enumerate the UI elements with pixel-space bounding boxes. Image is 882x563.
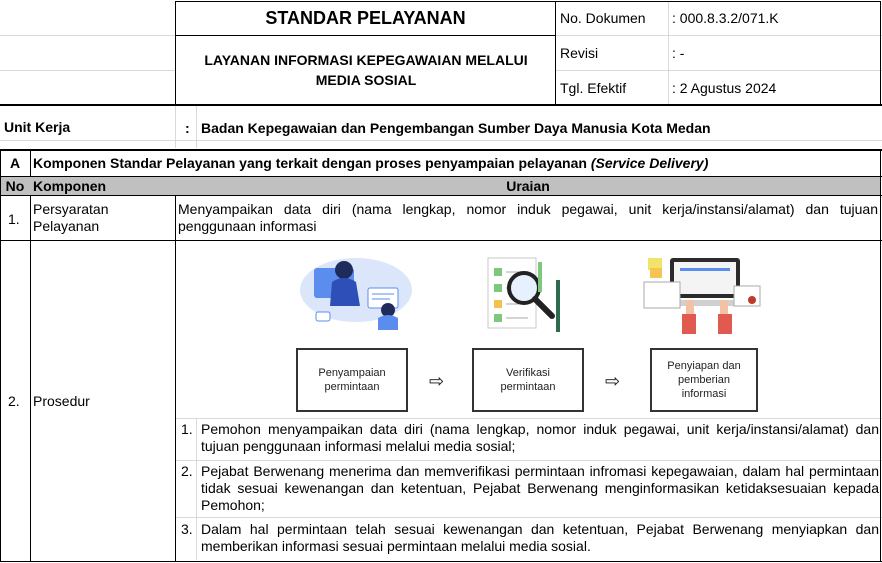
row-2-number: 2. [8, 393, 20, 409]
grid-line [0, 70, 175, 71]
row-2-component: Prosedur [33, 393, 90, 409]
verification-illustration [482, 252, 568, 338]
grid-line [556, 35, 882, 36]
document-title: STANDAR PELAYANAN [265, 8, 466, 28]
row-1-description: Menyampaikan data diri (nama lengkap, nomor induk pegawai, unit kerja/instansi/alamat) dan tujuan penggunaan informasi [178, 201, 878, 234]
grid-line [0, 35, 175, 36]
flow-step-request [296, 348, 408, 412]
revision-label: Revisi [560, 45, 599, 61]
grid-line [176, 460, 882, 461]
header-divider [555, 1, 556, 105]
grid-line [176, 418, 882, 419]
section-title [33, 155, 708, 172]
grid-line [668, 1, 669, 104]
table-left-border [0, 149, 1, 561]
header-bottom-border [0, 104, 882, 106]
col-header-component: Komponen [33, 178, 107, 194]
header-top-border [175, 1, 881, 2]
row-border [0, 195, 882, 196]
procedure-step-text: Dalam hal permintaan telah sesuai kewenangan dan ketentuan, Pejabat Berwenang menyiapkan dan memberikan informasi sesuai permintaan melalui media sosial. [201, 521, 879, 554]
revision-value: : - [672, 45, 685, 61]
unit-value: Badan Kepegawaian dan Pengembangan Sumber Daya Manusia Kota Medan [201, 120, 711, 136]
section-letter: A [9, 155, 21, 171]
request-illustration [296, 250, 416, 332]
flow-step-request-label: Penyampaian permintaan [318, 367, 386, 393]
flow-step-verification-label: Verifikasi permintaan [500, 367, 556, 393]
procedure-step-number: 3. [181, 521, 193, 537]
doc-number-value: : 000.8.3.2/071.K [672, 10, 779, 26]
procedure-step-number: 2. [181, 463, 193, 479]
col-divider-component [175, 176, 176, 561]
flow-arrow-icon: ⇨ [429, 371, 445, 391]
procedure-step-number: 1. [181, 421, 193, 437]
delivery-illustration [640, 252, 770, 334]
row-1-number: 1. [8, 211, 20, 227]
flow-arrow-icon: ⇨ [605, 371, 621, 391]
procedure-step-text: Pejabat Berwenang menerima dan memverifikasi permintaan infromasi kepegawaian, dalam hal permintaan tidak sesuai kewenangan dan ketentuan, Pejabat Berwenang menginformasikan ketidaksesuaian kepada Pemohon; [201, 463, 879, 513]
header-right-border [880, 1, 881, 105]
col-header-description: Uraian [506, 178, 550, 194]
unit-label: Unit Kerja [4, 119, 71, 135]
section-title-text: Komponen Standar Pelayanan yang terkait dengan proses penyampaian pelayanan [33, 155, 587, 171]
flow-step-verification [472, 348, 584, 412]
table-top-border [0, 149, 882, 151]
procedure-step-text: Pemohon menyampaikan data diri (nama lengkap, nomor induk pegawai, unit kerja/instansi/alamat) dan tujuan penggunaan informasi melalui media sosial; [201, 421, 879, 454]
row-border [0, 240, 882, 241]
table-bottom-border [0, 561, 882, 562]
grid-line [556, 70, 882, 71]
doc-number-label: No. Dokumen [560, 10, 646, 26]
flow-step-delivery [650, 348, 758, 412]
grid-line [0, 140, 882, 141]
document-subtitle: LAYANAN INFORMASI KEPEGAWAIAN MELALUI MEDIA SOSIAL [204, 52, 528, 88]
row-1-component: Persyaratan Pelayanan [33, 201, 109, 234]
title-separator [175, 35, 555, 36]
section-title-italic: (Service Delivery) [590, 155, 709, 171]
grid-line [196, 106, 197, 148]
flow-step-delivery-label: Penyiapan dan pemberian informasi [667, 360, 741, 400]
table-right-border [880, 149, 881, 561]
col-divider-no [30, 149, 31, 561]
effective-date-label: Tgl. Efektif [560, 80, 627, 96]
unit-colon: : [185, 120, 190, 136]
grid-line [175, 106, 176, 148]
effective-date-value: : 2 Agustus 2024 [672, 80, 777, 96]
grid-line [196, 418, 197, 560]
grid-line [176, 517, 882, 518]
col-header-no: No [5, 178, 25, 194]
